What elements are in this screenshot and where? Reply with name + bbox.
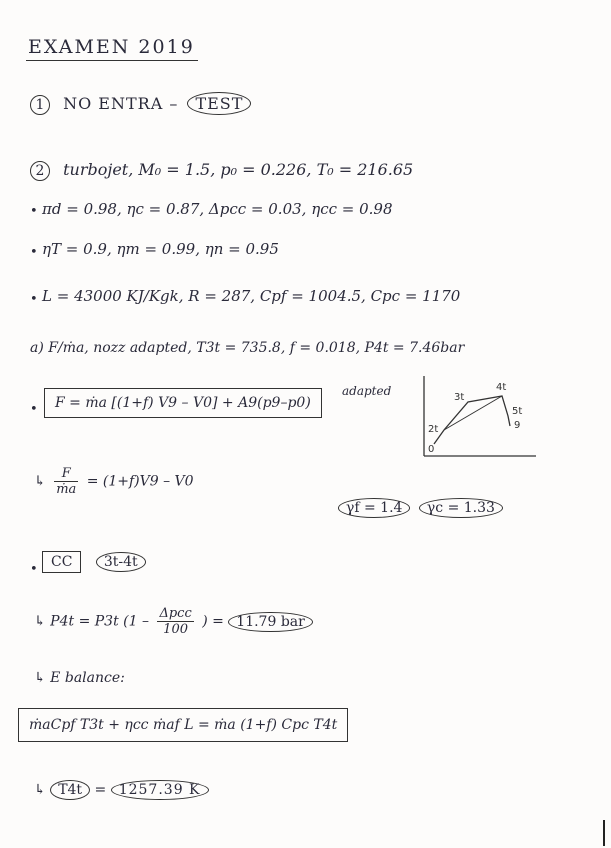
page-title: EXAMEN 2019	[28, 36, 195, 58]
energy-balance-label: ↳ E balance:	[34, 670, 125, 686]
t4t-label: T4t	[50, 780, 90, 800]
bullet-dot: •	[30, 245, 38, 260]
question-1-text: NO ENTRA –	[63, 94, 179, 113]
arrow-icon: ↳	[34, 473, 46, 490]
question-2-header	[30, 160, 413, 181]
diagram-label-4t: 4t	[496, 382, 507, 393]
cc-box: CC	[42, 551, 81, 573]
t4t-result: 1257.39 K	[111, 780, 209, 800]
question-1-line	[30, 92, 251, 115]
adapted-note: adapted	[342, 384, 392, 398]
energy-balance-box	[18, 708, 348, 742]
diagram-label-2t: 2t	[428, 424, 439, 435]
question-1-test-tag: TEST	[187, 92, 251, 115]
t4t-result-line	[34, 780, 209, 800]
combustion-chamber-heading	[42, 552, 146, 572]
page-edge-mark	[603, 820, 605, 846]
question-2-header-text: turbojet, M₀ = 1.5, p₀ = 0.226, T₀ = 216.65	[63, 160, 414, 179]
p4t-paren-close: ) =	[202, 613, 224, 630]
p4t-paren-open: (1 –	[123, 613, 149, 630]
pressure-loss-fraction	[157, 606, 193, 637]
bullet-dot: •	[30, 204, 38, 219]
simplified-rhs: = (1+f)V9 – V0	[86, 473, 194, 490]
bullet-dot: •	[30, 402, 38, 417]
diagram-label-3t: 3t	[454, 392, 465, 403]
diagram-label-9: 9	[514, 420, 521, 431]
fraction-numerator: F	[54, 466, 78, 482]
gamma-c-value: γc = 1.33	[419, 498, 503, 518]
thrust-formula-box	[44, 388, 322, 418]
bullet-dot: •	[30, 562, 38, 577]
diagram-label-5t: 5t	[512, 406, 523, 417]
cc-range: 3t-4t	[96, 552, 146, 572]
title-underline	[26, 60, 198, 61]
simplified-thrust-line	[34, 466, 194, 497]
bullet-dot: •	[30, 292, 38, 307]
question-1-number: 1	[30, 95, 50, 115]
p4t-lhs: ↳ P4t = P3t	[34, 613, 119, 630]
question-2-number: 2	[30, 161, 50, 181]
gamma-values	[338, 498, 503, 518]
diagram-label-0: 0	[428, 444, 435, 455]
arrow-icon: ↳	[34, 782, 46, 798]
thrust-ratio-fraction	[54, 466, 78, 497]
parameters-line-3: L = 43000 KJ/Kgk, R = 287, Cpf = 1004.5, Cpc = 1170	[42, 287, 461, 305]
p4t-equation-line	[34, 606, 313, 637]
t4t-equals: =	[94, 782, 107, 798]
ts-cycle-diagram	[410, 372, 540, 462]
part-a-statement: a) F/ṁa, nozz adapted, T3t = 735.8, f = 0.018, P4t = 7.46bar	[30, 340, 465, 356]
parameters-line-1: πd = 0.98, ηc = 0.87, Δpcc = 0.03, ηcc = 0.98	[42, 200, 393, 218]
diagram-cycle-path	[434, 396, 510, 444]
p4t-result: 11.79 bar	[228, 612, 313, 632]
pressure-loss-numerator: Δpcc	[159, 606, 192, 621]
thrust-formula: F = ṁa [(1+f) V9 – V0] + A9(p9–p0)	[55, 395, 311, 411]
energy-balance-equation: ṁaCpf T3t + ηcc ṁaf L = ṁa (1+f) Cpc T4t	[29, 717, 338, 733]
fraction-denominator: ṁa	[56, 482, 77, 497]
parameters-line-2: ηT = 0.9, ηm = 0.99, ηn = 0.95	[42, 240, 279, 258]
pressure-loss-denominator: 100	[163, 622, 188, 637]
gamma-f-value: γf = 1.4	[338, 498, 410, 518]
